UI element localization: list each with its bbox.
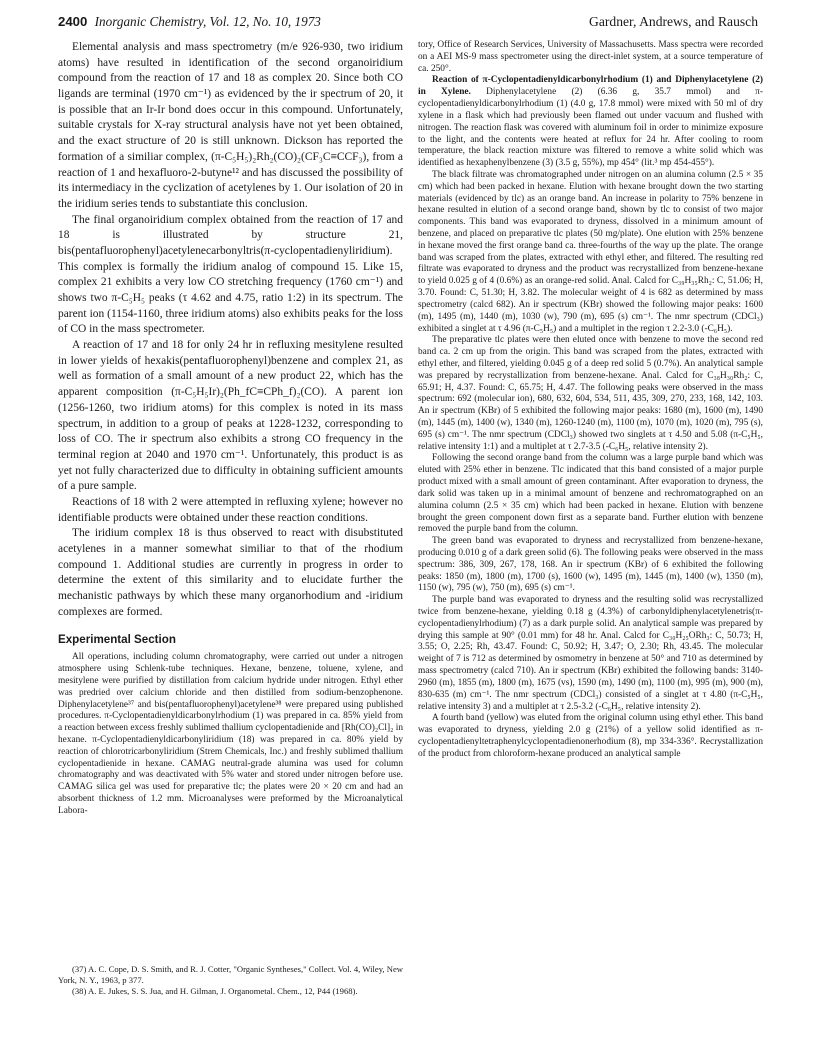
paragraph: The final organoiridium complex obtained from the reaction of 17 and 18 is illustrated by structure 21, bis(pentafluorophenyl)acetylenecarbonyltris(π-cyclopentadienyliridium). This complex is formally the iridium analog of compound 15. Like 15, complex 21 exhibits a very low CO stretching frequency (1760 cm⁻¹) and shows two π-C₅H₅ peaks (τ 4.62 and 4.75, ratio 1:2) in its spectrum. The parent ion (1154-1160, three iridium atoms) also exhibits peaks for the loss of CO in the mass spectrometer.	[58, 213, 403, 336]
paragraph: Elemental analysis and mass spectrometry (m/e 926-930, two iridium atoms) have resulted in identification of the second organoiridium compound from the reaction of 17 and 18 as complex 20. Since both CO ligands are terminal (1970 cm⁻¹) as evidenced by the ir spectrum of 20, it is possible that an Ir-Ir bond does occur in this compound. Unfortunately, suitable crystals for X-ray structural analysis have not yet been obtained, and the exact structure of 20 is still unknown. Dickson has reported the formation of a similiar complex, (π-C₅H₅)₂Rh₂(CO)₂(CF₃C≡CCF₃), from a reaction of 1 and hexafluoro-2-butyne¹² and has discussed the possibility of its intermediacy in the cyclization of acetylenes by 1. Our isolation of 20 in the iridium series tends to substantiate this conclusion.	[58, 41, 403, 210]
paragraph: Reactions of 18 with 2 were attempted in refluxing xylene; however no identifiable products were obtained under these reaction conditions.	[58, 495, 403, 524]
paragraph: The black filtrate was chromatographed under nitrogen on an alumina column (2.5 × 35 cm) which had been packed in hexane. Elution with hexane brought down the two starting materials (evidenced by tlc) as an orange band. An increase in polarity to 75% benzene in hexane resulted in elution of a second orange band, shown by tlc to consist of two major components. This band was evaporated to dryness, dissolved in a minimum amount of benzene, and placed on preparative tlc plates (50 mg/plate). One elution with 25% benzene in hexane moved the first orange band ca. three-fourths of the way up the plate. The orange band was scraped from the plates, extracted with ethyl ether, and filtered. The resulting red filtrate was evaporated to dryness and the product was recrystallized from benzene-hexane to yield 0.025 g of 4 (0.6%) as an orange-red solid. Anal. Calcd for C₃₉H₃₅Rh₂: C, 51.06; H, 3.70. Found: C, 51.30; H, 3.82. The molecular weight of 4 is 682 as determined by mass spectrometry (calcd 682). An ir spectrum (KBr) showed the following major peaks: 1600 (m), 1495 (m), 1440 (m), 1030 (w), 790 (m), 695 (s) cm⁻¹. The nmr spectrum (CDCl₃) exhibited a singlet at τ 4.96 (π-C₅H₅) and a multiplet in the region τ 2.2-3.0 (-C₆H₅).	[418, 169, 763, 334]
reaction-heading: Reaction of π-Cyclopentadienyldicarbonylrhodium (1) and Diphenylacetylene (2) in Xylene.	[418, 75, 763, 98]
paragraph: tory, Office of Research Services, University of Massachusetts. Mass spectra were recorded on a AEI MS-9 mass spectrometer using the direct-inlet system, at a source temperature of ca. 250°.	[418, 40, 763, 74]
paragraph: The purple band was evaporated to dryness and the resulting solid was recrystallized twice from benzene-hexane, yielding 0.18 g (4.3%) of carbonyldiphenylacetylenetris(π-cyclopentadienylrhodium) (7) as a dark purple solid. An analytical sample was prepared by drying this sample at 90° (0.01 mm) for 48 hr. Anal. Calcd for C₃₀H₂₅ORh₃: C, 50.73; H, 3.55; O, 2.25; Rh, 43.47. Found: C, 50.92; H, 3.47; O, 2.30; Rh, 43.45. The molecular weight of 7 is 712 as determined by osmometry in benzene at 50° and 710 as determined by mass spectrometry (calcd 710). An ir spectrum (KBr) exhibited the following bands: 3140-2960 (m), 1855 (m), 1800 (m), 1675 (vs), 1590 (m), 1490 (m), 1100 (m), 995 (m), 900 (m), 830-635 (m) cm⁻¹. The nmr spectrum (CDCl₃) consisted of a singlet at τ 4.80 (π-C₅H₅, relative intensity 3) and a multiplet at τ 2.5-3.2 (-C₆H₅, relative intensity 2).	[418, 595, 763, 712]
footnote: (37) A. C. Cope, D. S. Smith, and R. J. Cotter, "Organic Syntheses," Collect. Vol. 4, Wiley, New York, N. Y., 1963, p 377.	[58, 964, 403, 985]
footnotes	[58, 964, 403, 997]
paragraph: The green band was evaporated to dryness and recrystallized from benzene-hexane, producing 0.010 g of a dark green solid (6). The following peaks were observed in the mass spectrum: 386, 309, 267, 178, 168. An ir spectrum (KBr) of 6 exhibited the following peaks: 1850 (m), 1800 (m), 1700 (s), 1600 (w), 1495 (m), 1445 (m), 1400 (w), 1350 (m), 1150 (w), 795 (w), 750 (m), 695 (s) cm⁻¹.	[418, 536, 763, 594]
left-column	[58, 40, 403, 818]
experimental-paragraph: All operations, including column chromatography, were carried out under a nitrogen atmosphere using Schlenk-tube techniques. Hexane, benzene, toluene, xylene, and mesitylene were purified by distillation from calcium hydride under nitrogen. Ethyl ether was predried over calcium chloride and then distilled from sodium-benzophenone. Diphenylacetylene³⁷ and bis(pentafluorophenyl)acetylene³⁸ were prepared using published procedures. π-Cyclopentadienyldicarbonylrhodium (1) was prepared in ca. 85% yield from a reaction between excess freshly sublimed thallium cyclopentadienide and [Rh(CO)₂Cl]₂ in hexane. π-Cyclopentadienyldicarbonyliridium (18) was prepared in ca. 80% yield by reaction of chlorotricarbonyliridium (Strem Chemicals, Inc.) and freshly sublimed thallium cyclopentadienide in hexane. CAMAG neutral-grade alumina was used for column chromatography and was deactivated with 5% water and stored under nitrogen before use. CAMAG silica gel was used for preparative tlc; the plates were 20 × 20 cm and had an absorbent thickness of 1.2 mm. Microanalyses were preformed by the Microanalytical Labora-	[58, 652, 403, 816]
footnote: (38) A. E. Jukes, S. S. Jua, and H. Gilman, J. Organometal. Chem., 12, P44 (1968).	[72, 985, 358, 996]
paragraph: The iridium complex 18 is thus observed to react with disubstituted acetylenes in a manner somewhat similiar to that of the rhodium compound 1. Additional studies are currently in progress in order to determine the extent of this similarity and to elucidate further the mechanistic pathways by which these many organorhodium and -iridium complexes are formed.	[58, 527, 403, 618]
paragraph: A fourth band (yellow) was eluted from the original column using ethyl ether. This band was evaporated to dryness, yielding 2.0 g (21%) of a yellow solid identified as π-cyclopentadienyltetraphenylcyclopentadienonerhodium (8), mp 334-336°. Recrystallization of the product from chloroform-hexane produced an analytical sample	[418, 713, 763, 759]
right-column	[418, 40, 763, 761]
header-authors: Gardner, Andrews, and Rausch	[589, 14, 758, 29]
header-left	[58, 14, 321, 30]
journal-name: Inorganic Chemistry, Vol. 12, No. 10, 1973	[94, 14, 321, 29]
paragraph: A reaction of 17 and 18 for only 24 hr in refluxing mesitylene resulted in lower yields of hexakis(pentafluorophenyl)benzene and complex 21, as well as formation of a small amount of a new product 22, which has the apparent composition (π-C₅H₅Ir)₂(Ph_fC≡CPh_f)₂(CO). A parent ion (1256-1260, two iridium atoms) for this complex is noted in its mass spectrum, in addition to a group of peaks at 1228-1232, corresponding to loss of CO. The ir spectrum also exhibits a strong CO frequency in the terminal region at 2040 and 1970 cm⁻¹. Unfortunately, this product is as yet not fully characterized due to difficulty in obtaining sufficient amounts of a pure sample.	[58, 339, 403, 493]
reaction-paragraph	[418, 75, 763, 170]
page-header	[58, 14, 758, 36]
reaction-text: Diphenylacetylene (2) (6.36 g, 35.7 mmol) and π-cyclopentadienyldicarbonylrhodium (1) (4.0 g, 17.8 mmol) were mixed with 50 ml of dry xylene in a flask which had previously been flamed out under vacuum and flushed with nitrogen. The reaction flask was covered with aluminum foil in order to minimize exposure to the light, and the contents were heated at reflux for 24 hr. After cooling to room temperature, the black reaction mixture was filtered to remove a white solid which was identified as hexaphenylbenzene (3) (3.5 g, 55%), mp 454° (lit.³ mp 454-455°).	[418, 87, 763, 169]
paragraph: The preparative tlc plates were then eluted once with benzene to move the second red band ca. 2 cm up from the origin. This band was scraped from the plates, extracted with ethyl ether, and filtered, yielding 0.045 g of a deep red solid 5 (0.7%). An analytical sample was prepared by recrystallization from benzene-hexane. Anal. Calcd for C₃₈H₃₀Rh₂: C, 65.91; H, 4.37. Found: C, 65.75; H, 4.47. The following peaks were observed in the mass spectrum: 692 (molecular ion), 680, 632, 604, 534, 511, 435, 309, 270, 233, 168, 142, 103. An ir spectrum (KBr) of 5 exhibited the following major peaks: 1680 (m), 1600 (m), 1490 (m), 1445 (m), 1400 (w), 1340 (m), 1260-1240 (m), 1100 (m), 1070 (m), 1020 (m), 795 (s), 695 (s) cm⁻¹. The nmr spectrum (CDCl₃) showed two singlets at τ 4.50 and 5.08 (π-C₅H₅, relative intensity 1:1) and a multiplet at τ 2.7-3.5 (-C₆H₅, relative intensity 2).	[418, 335, 763, 452]
page-number: 2400	[58, 14, 88, 29]
section-title: Experimental Section	[58, 633, 176, 647]
paragraph: Following the second orange band from the column was a large purple band which was eluted with 25% ether in benzene. Tlc indicated that this band consisted of a major purple product mixed with a small amount of green contaminant. After evaporation to dryness, the dark solid was taken up in a minimal amount of benzene and rechromatographed on an alumina column (2.5 × 35 cm) which had been packed in hexane. Elution with benzene brought the green component down first as a separate band. Further elution with benzene removed the purple band from the column.	[418, 453, 763, 535]
